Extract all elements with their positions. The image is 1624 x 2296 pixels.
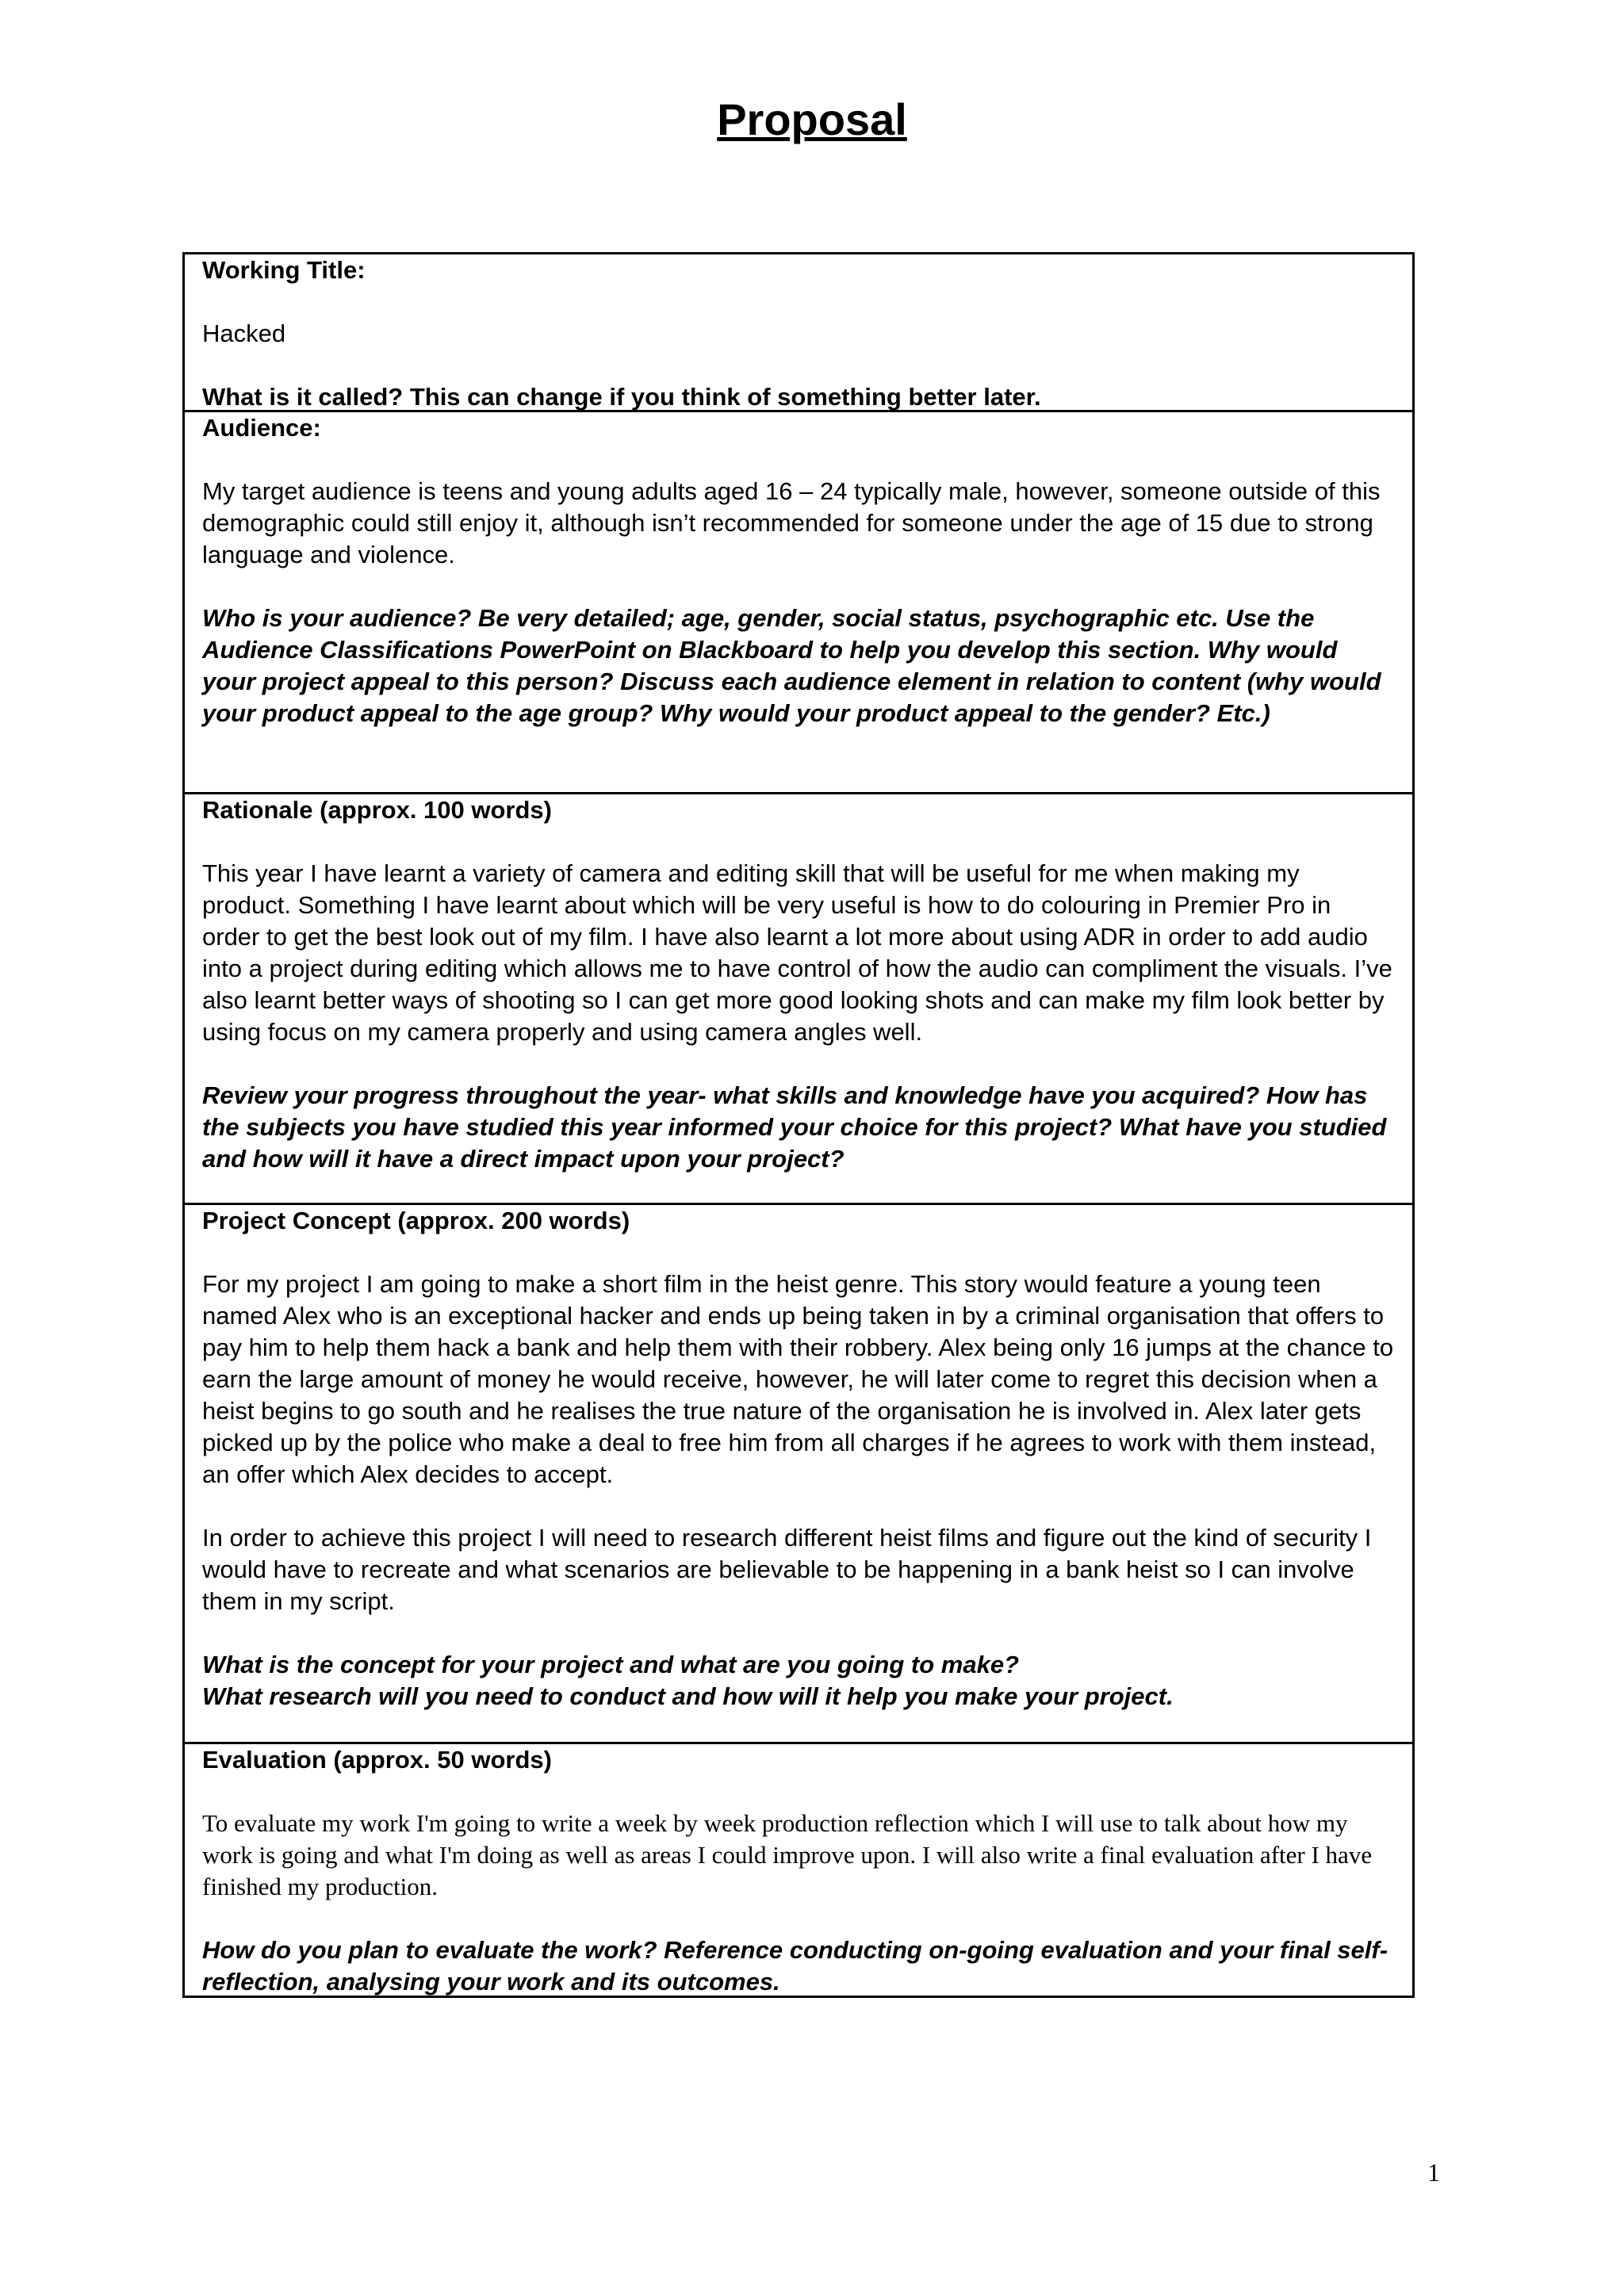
concept-label: Project Concept (approx. 200 words): [202, 1207, 630, 1234]
audience-label: Audience:: [202, 414, 321, 442]
working-title-prompt: What is it called? This can change if you think of something better later.: [202, 383, 1041, 411]
working-title-answer: Hacked: [202, 320, 286, 347]
concept-answer-2: In order to achieve this project I will need to research different heist films and figure out the kind of security I would have to recreate and what scenarios are believable to be happening in a bank heist so I can involve them in my script.: [202, 1524, 1372, 1615]
working-title-section: [182, 252, 1415, 412]
page-title: Proposal: [717, 94, 907, 144]
evaluation-label: Evaluation (approx. 50 words): [202, 1746, 552, 1774]
rationale-prompt: Review your progress throughout the year- what skills and knowledge have you acquired? How has the subjects you have studied this year informed your choice for this project? What have you studied and how will it have a direct impact upon your project?: [202, 1081, 1387, 1173]
audience-section: [182, 412, 1415, 794]
working-title-label: Working Title:: [202, 256, 366, 284]
evaluation-prompt: How do you plan to evaluate the work? Reference conducting on-going evaluation and your final self-reflection, analysing your work and its outcomes.: [202, 1936, 1388, 1996]
rationale-answer: This year I have learnt a variety of camera and editing skill that will be useful for me when making my product. Something I have learnt about which will be very useful is how to do colouring in Premier Pro in order to get the best look out of my film. I have also learnt a lot more about using ADR in order to add audio into a project during editing which allows me to have control of how the audio can compliment the visuals. I’ve also learnt better ways of shooting so I can get more good looking shots and can make my film look better by using focus on my camera properly and using camera angles well.: [202, 859, 1392, 1046]
page-number: 1: [1427, 2158, 1440, 2187]
concept-prompt-1: What is the concept for your project and what are you going to make?: [202, 1651, 1020, 1678]
audience-prompt: Who is your audience? Be very detailed; age, gender, social status, psychographic etc. Use the Audience Classifications PowerPoint on Blackboard to help you develop this section. Why would your project appeal to this person? Discuss each audience element in relation to content (why would your product appeal to the age group? Why would your product appeal to the gender? Etc.): [202, 604, 1381, 727]
concept-section: [182, 1205, 1415, 1744]
evaluation-answer: To evaluate my work I'm going to write a week by week production reflection which I will use to talk about how my work is going and what I'm doing as well as areas I could improve upon. I will also write a final evaluation after I have finished my production.: [202, 1809, 1373, 1900]
rationale-label: Rationale (approx. 100 words): [202, 796, 552, 824]
rationale-section: [182, 794, 1415, 1205]
audience-answer: My target audience is teens and young adults aged 16 – 24 typically male, however, someone outside of this demographic could still enjoy it, although isn’t recommended for someone under the age of 15 due to strong language and violence.: [202, 477, 1381, 568]
concept-prompt-2: What research will you need to conduct and how will it help you make your project.: [202, 1682, 1174, 1710]
concept-answer-1: For my project I am going to make a short film in the heist genre. This story would feature a young teen named Alex who is an exceptional hacker and ends up being taken in by a criminal organisation that offers to pay him to help them hack a bank and help them with their robbery. Alex being only 16 jumps at the chance to earn the large amount of money he would receive, however, he will later come to regret this decision when a heist begins to go south and he realises the true nature of the organisation he is involved in. Alex later gets picked up by the police who make a deal to free him from all charges if he agrees to work with them instead, an offer which Alex decides to accept.: [202, 1270, 1394, 1488]
evaluation-section: [182, 1744, 1415, 1998]
